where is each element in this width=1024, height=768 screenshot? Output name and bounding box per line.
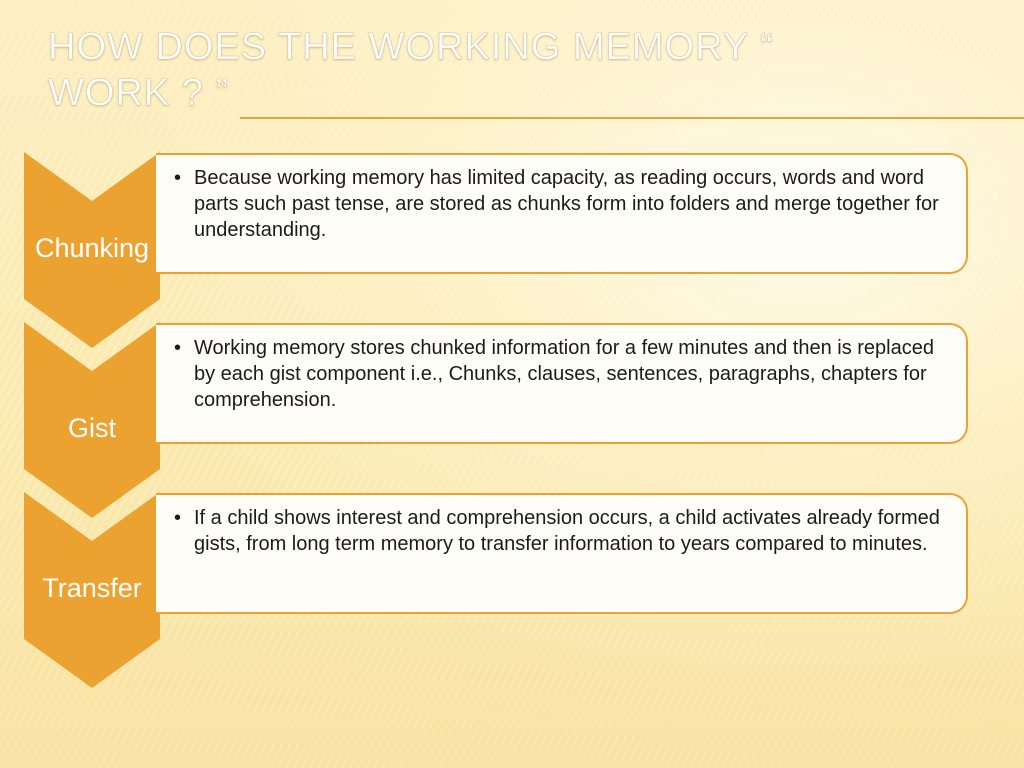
title-underline: [240, 117, 1024, 119]
step-card-gist: [156, 323, 968, 444]
bullet-icon: •: [174, 167, 182, 189]
step-label-transfer: Transfer: [42, 573, 142, 603]
step-text-gist: Working memory stores chunked information for a few minutes and then is replaced by each gist component i.e., Chunks, clauses, sentences, paragraphs, chapters for comprehension.: [194, 337, 934, 411]
process-step-transfer: [0, 492, 1024, 692]
bullet-icon: •: [174, 507, 182, 529]
bullet-item: [174, 505, 948, 557]
bullet-icon: •: [174, 337, 182, 359]
step-label-gist: Gist: [67, 413, 116, 443]
step-card-chunking: [156, 153, 968, 274]
bullet-item: [174, 335, 948, 413]
step-text-transfer: If a child shows interest and comprehension occurs, a child activates already formed gists, from long term memory to transfer information to years compared to minutes.: [194, 507, 940, 555]
step-text-chunking: Because working memory has limited capacity, as reading occurs, words and word parts such past tense, are stored as chunks form into folders and merge together for understanding.: [194, 167, 939, 241]
slide-title: HOW DOES THE WORKING MEMORY “ WORK ? ”: [48, 26, 774, 114]
step-label-chunking: Chunking: [34, 233, 150, 263]
bullet-item: [174, 165, 948, 243]
step-card-transfer: [156, 493, 968, 614]
